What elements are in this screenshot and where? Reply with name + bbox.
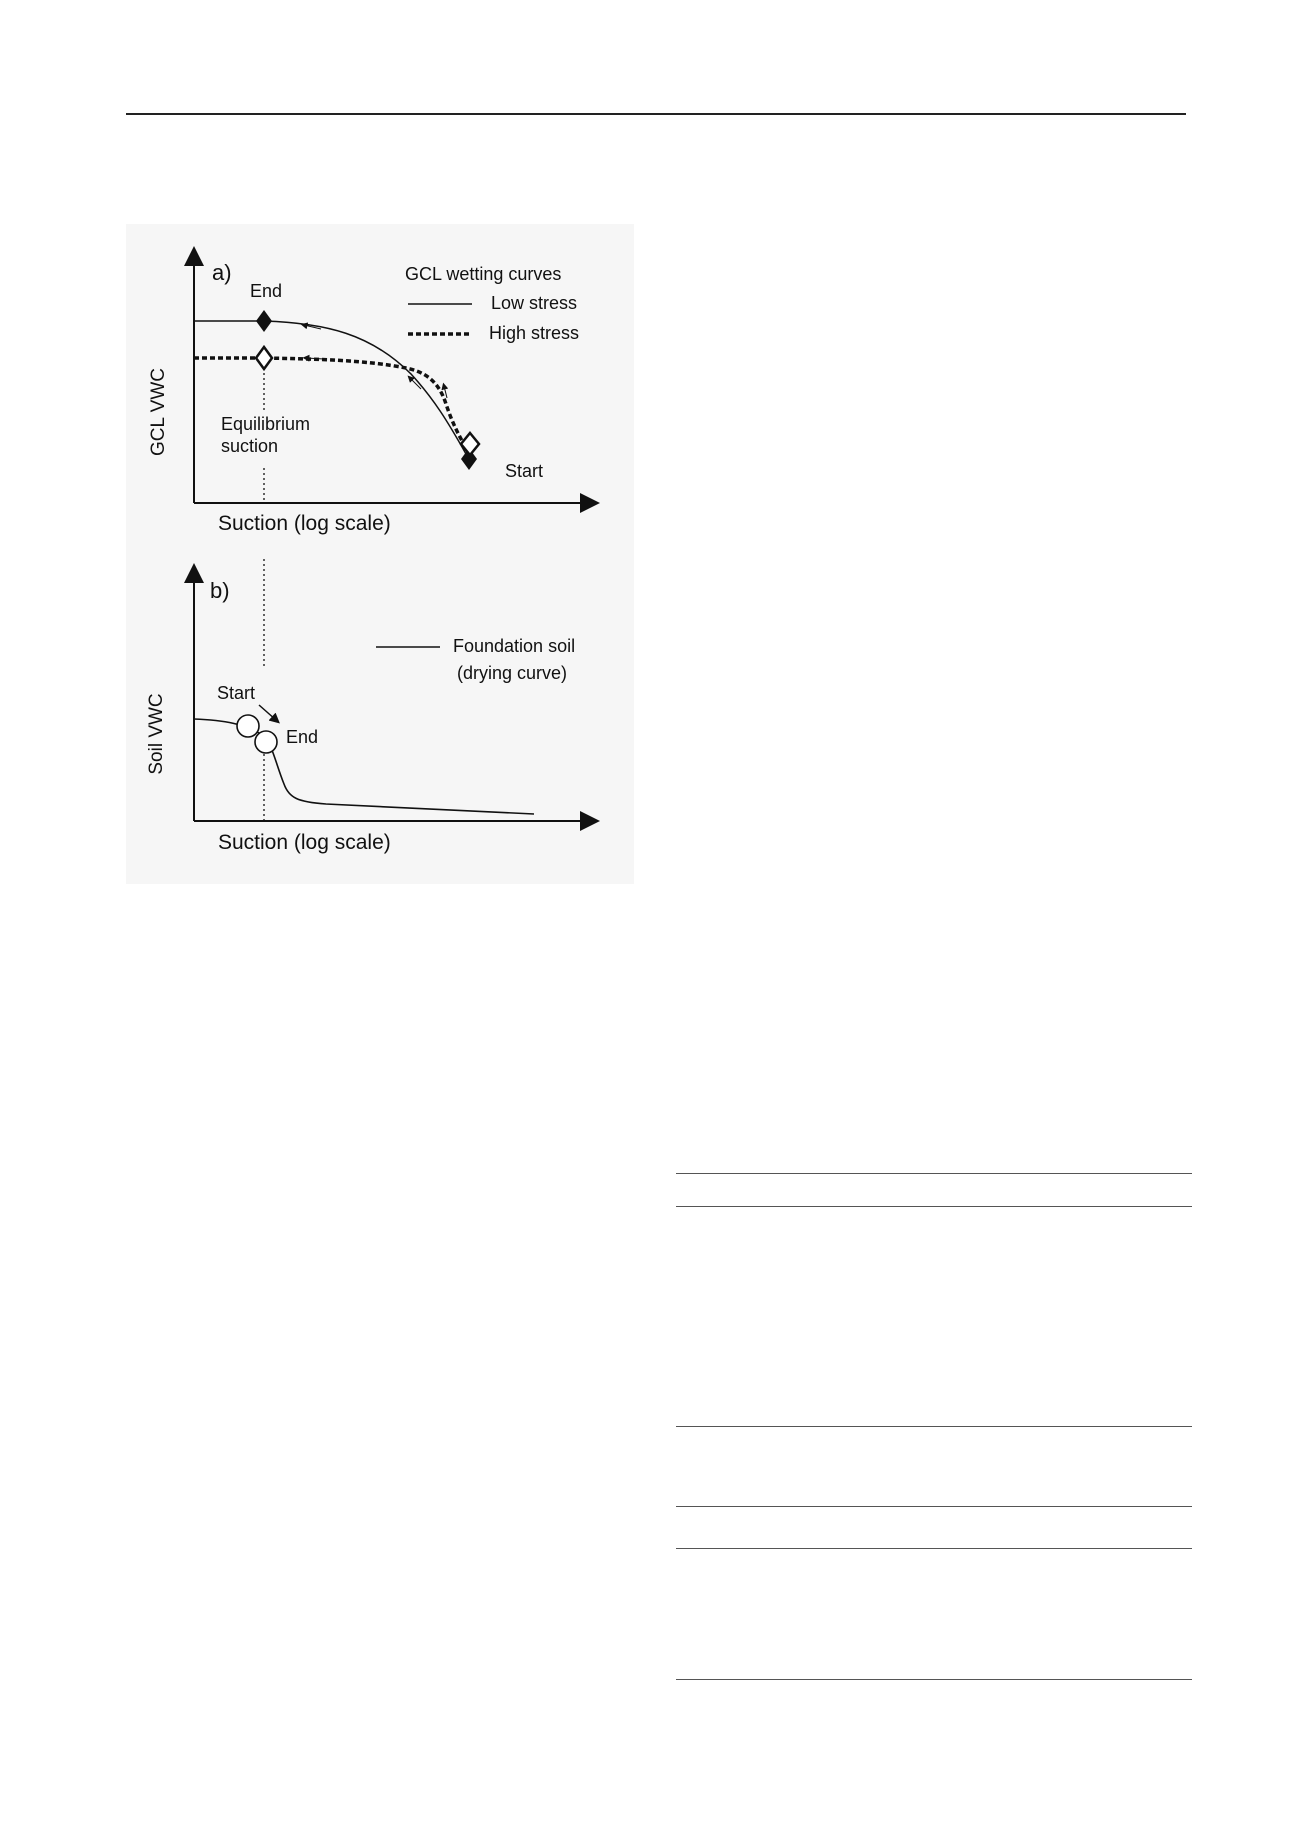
legend-low-stress-label: Low stress	[491, 293, 578, 313]
table-rule-1	[676, 1173, 1192, 1174]
table-rule-4	[676, 1506, 1192, 1507]
equilibrium-label-line1: Equilibrium	[221, 414, 311, 434]
low-stress-end-marker	[256, 310, 272, 332]
header-rule	[126, 113, 1186, 115]
panel-b-tag: b)	[210, 578, 230, 603]
equilibrium-label-line2: suction	[221, 436, 279, 456]
table-rule-6	[676, 1679, 1192, 1680]
low-stress-curve	[194, 321, 466, 454]
high-stress-flow-arrow-2	[444, 386, 447, 398]
panel-a-x-axis-label: Suction (log scale)	[218, 512, 391, 535]
panel-a-end-label: End	[250, 281, 283, 301]
soil-end-marker	[255, 731, 277, 753]
figure-diagram	[126, 224, 634, 884]
panel-a-tag: a)	[212, 260, 232, 285]
panel-b-y-axis-label: Soil VWC	[146, 693, 167, 775]
panel-a-start-label: Start	[505, 461, 544, 481]
legend-high-stress-label: High stress	[489, 323, 580, 343]
legend-foundation-soil-line2: (drying curve)	[457, 663, 568, 683]
high-stress-end-marker	[256, 347, 272, 369]
panel-b-end-label: End	[286, 727, 319, 747]
panel-a-legend-title: GCL wetting curves	[405, 264, 562, 284]
figure-panel	[126, 224, 634, 884]
legend-foundation-soil-line1: Foundation soil	[453, 636, 576, 656]
panel-a-y-axis-label: GCL VWC	[148, 368, 169, 456]
panel-a	[148, 250, 596, 535]
table-rule-2	[676, 1206, 1192, 1207]
table-rule-5	[676, 1548, 1192, 1549]
table-rule-3	[676, 1426, 1192, 1427]
soil-start-marker	[237, 715, 259, 737]
start-to-end-arrow	[259, 705, 276, 720]
panel-b-start-label: Start	[217, 683, 256, 703]
panel-b-x-axis-label: Suction (log scale)	[218, 831, 391, 854]
high-stress-start-marker	[461, 433, 479, 455]
panel-b	[146, 559, 596, 854]
